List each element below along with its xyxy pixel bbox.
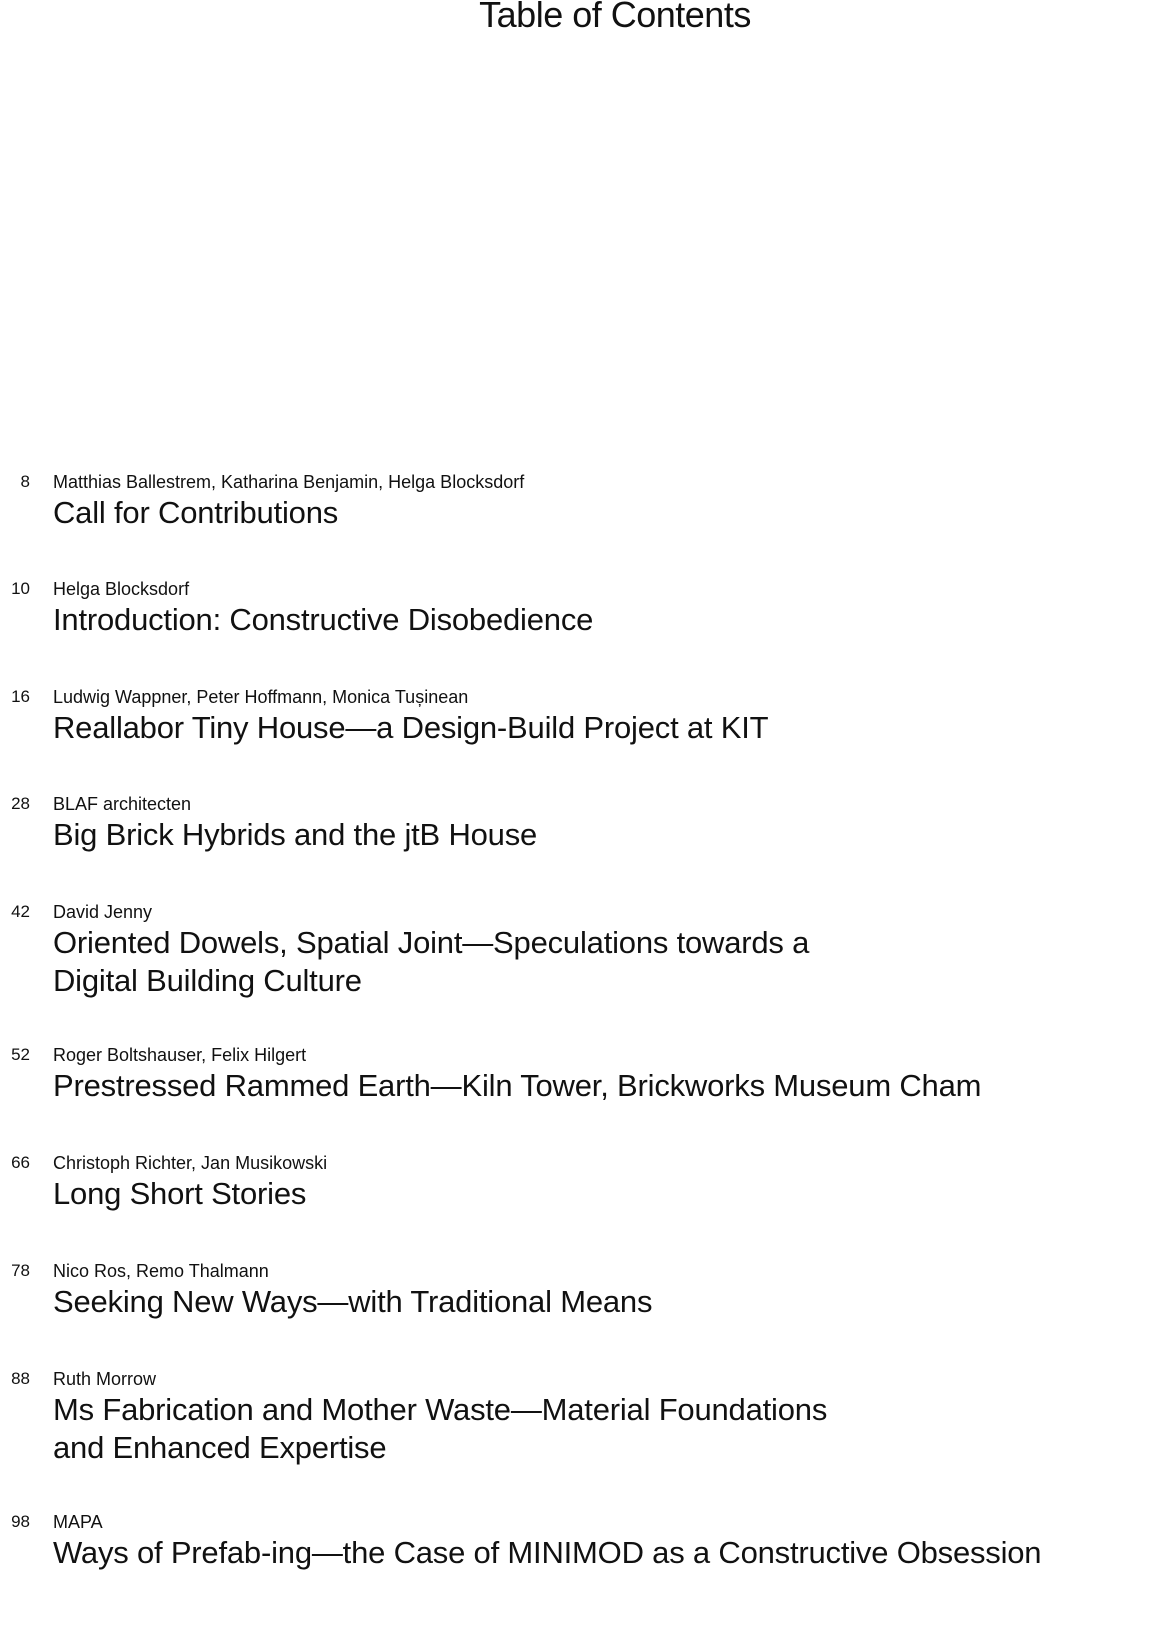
entry-authors: David Jenny bbox=[53, 902, 153, 922]
entry-title bbox=[53, 1391, 827, 1467]
page-number: 88 bbox=[11, 1369, 30, 1388]
entry-title-line: Introduction: Constructive Disobedience bbox=[53, 602, 594, 637]
entry-authors: Ludwig Wappner, Peter Hoffmann, Monica Tușinean bbox=[53, 687, 469, 707]
entry-title-line: Digital Building Culture bbox=[53, 963, 362, 998]
entry-title-line: Prestressed Rammed Earth—Kiln Tower, Brickworks Museum Cham bbox=[53, 1068, 982, 1103]
entry-authors: Roger Boltshauser, Felix Hilgert bbox=[53, 1045, 307, 1065]
entry-authors: MAPA bbox=[53, 1512, 103, 1532]
entry-title-line: Seeking New Ways—with Traditional Means bbox=[53, 1284, 653, 1319]
entry-title bbox=[53, 1067, 981, 1105]
entry-title-line: and Enhanced Expertise bbox=[53, 1430, 387, 1465]
entry-title-line: Call for Contributions bbox=[53, 495, 339, 530]
entry-title-line: Oriented Dowels, Spatial Joint—Speculations towards a bbox=[53, 925, 810, 960]
entry-title bbox=[53, 601, 593, 639]
page-number: 66 bbox=[11, 1153, 30, 1172]
entry-authors: BLAF architecten bbox=[53, 794, 192, 814]
entry-title-line: Ways of Prefab-ing—the Case of MINIMOD as a Constructive Obsession bbox=[53, 1535, 1042, 1570]
entry-title-line: Reallabor Tiny House—a Design-Build Project at KIT bbox=[53, 710, 769, 745]
entry-title bbox=[53, 1175, 306, 1213]
entry-title bbox=[53, 1534, 1041, 1572]
page-number: 98 bbox=[11, 1512, 30, 1531]
page-number: 16 bbox=[11, 687, 30, 706]
entry-authors: Nico Ros, Remo Thalmann bbox=[53, 1261, 269, 1281]
page-number: 52 bbox=[11, 1045, 30, 1064]
page-number: 10 bbox=[11, 579, 30, 598]
entry-title bbox=[53, 924, 809, 1000]
page-number: 78 bbox=[11, 1261, 30, 1280]
entry-title bbox=[53, 816, 537, 854]
entry-title bbox=[53, 709, 768, 747]
entry-title-line: Big Brick Hybrids and the jtB House bbox=[53, 817, 538, 852]
entry-authors: Helga Blocksdorf bbox=[53, 579, 190, 599]
entry-title bbox=[53, 1283, 652, 1321]
entry-authors: Ruth Morrow bbox=[53, 1369, 157, 1389]
entry-title-line: Long Short Stories bbox=[53, 1176, 307, 1211]
page-title: Table of Contents bbox=[479, 0, 751, 35]
page-number: 8 bbox=[20, 472, 30, 491]
page-number: 28 bbox=[11, 794, 30, 813]
entry-authors: Christoph Richter, Jan Musikowski bbox=[53, 1153, 328, 1173]
entry-authors: Matthias Ballestrem, Katharina Benjamin, Helga Blocksdorf bbox=[53, 472, 525, 492]
entry-title-line: Ms Fabrication and Mother Waste—Material Foundations bbox=[53, 1392, 828, 1427]
entry-title bbox=[53, 494, 338, 532]
page-number: 42 bbox=[11, 902, 30, 921]
